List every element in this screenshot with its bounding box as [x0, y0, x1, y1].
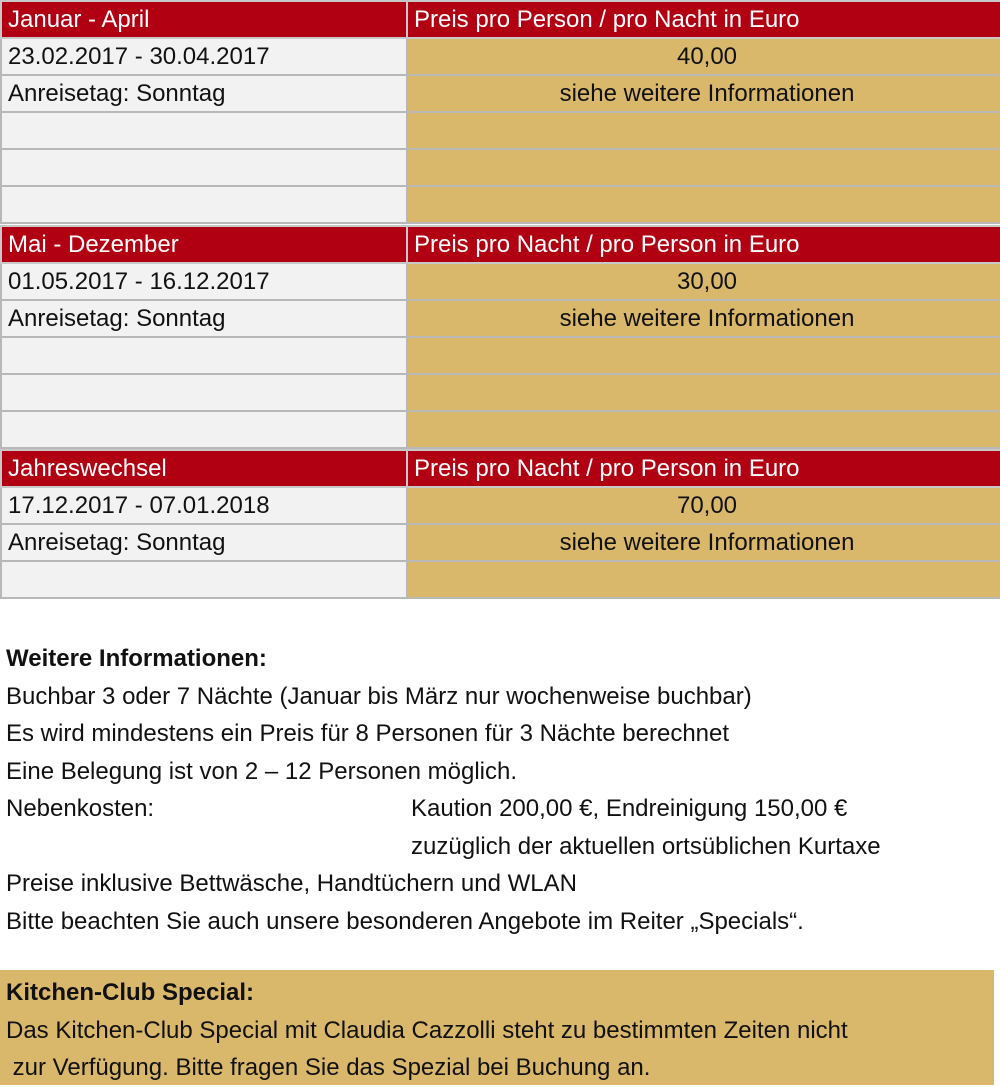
table-row — [1, 263, 1000, 300]
date-range: 01.05.2017 - 16.12.2017 — [1, 263, 407, 300]
table-row — [1, 300, 1000, 337]
additional-costs-label: Nebenkosten: — [6, 795, 155, 822]
price-table-january-april — [0, 0, 1000, 224]
table-row — [1, 38, 1000, 75]
price-column-header: Preis pro Nacht / pro Person in Euro — [407, 450, 1000, 487]
season-title: Jahreswechsel — [1, 450, 407, 487]
further-information — [6, 640, 996, 940]
additional-costs-tax: zuzüglich der aktuellen ortsüblichen Kurtaxe — [411, 832, 881, 860]
empty-cell — [407, 337, 1000, 374]
table-row — [1, 75, 1000, 112]
info-line-included: Preise inklusive Bettwäsche, Handtüchern und WLAN — [6, 870, 577, 897]
arrival-day: Anreisetag: Sonntag — [1, 300, 407, 337]
additional-costs — [6, 790, 996, 865]
empty-cell — [407, 411, 1000, 448]
info-line-occupancy: Eine Belegung ist von 2 – 12 Personen möglich. — [6, 757, 517, 785]
additional-costs-values — [411, 790, 881, 865]
season-title: Mai - Dezember — [1, 226, 407, 263]
info-line-booking: Buchbar 3 oder 7 Nächte (Januar bis März nur wochenweise buchbar) — [6, 682, 752, 710]
table-row — [1, 524, 1000, 561]
empty-row — [1, 337, 1000, 374]
empty-cell — [407, 112, 1000, 149]
price-column-header: Preis pro Person / pro Nacht in Euro — [407, 1, 1000, 38]
empty-cell — [1, 411, 407, 448]
table-header-row — [1, 1, 1000, 38]
price-column-header: Preis pro Nacht / pro Person in Euro — [407, 226, 1000, 263]
price-table-new-year — [0, 449, 1000, 599]
empty-row — [1, 112, 1000, 149]
additional-costs-deposit: Kaution 200,00 €, Endreinigung 150,00 € — [411, 795, 848, 822]
empty-cell — [407, 186, 1000, 223]
empty-cell — [1, 186, 407, 223]
empty-row — [1, 411, 1000, 448]
empty-cell — [407, 374, 1000, 411]
price-table-may-december — [0, 225, 1000, 449]
special-line-2: zur Verfügung. Bitte fragen Sie das Spezial bei Buchung an. — [6, 1054, 651, 1081]
empty-cell — [1, 337, 407, 374]
special-line-1: Das Kitchen-Club Special mit Claudia Cazzolli steht zu bestimmten Zeiten nicht — [6, 1016, 848, 1044]
empty-cell — [1, 561, 407, 598]
info-note: siehe weitere Informationen — [407, 75, 1000, 112]
price-value: 40,00 — [407, 38, 1000, 75]
empty-row — [1, 374, 1000, 411]
empty-row — [1, 561, 1000, 598]
date-range: 17.12.2017 - 07.01.2018 — [1, 487, 407, 524]
info-line-minimum-price: Es wird mindestens ein Preis für 8 Personen für 3 Nächte berechnet — [6, 720, 730, 747]
price-value: 30,00 — [407, 263, 1000, 300]
date-range: 23.02.2017 - 30.04.2017 — [1, 38, 407, 75]
info-note: siehe weitere Informationen — [407, 524, 1000, 561]
empty-cell — [407, 149, 1000, 186]
season-title: Januar - April — [1, 1, 407, 38]
special-heading: Kitchen-Club Special: — [6, 979, 255, 1006]
empty-cell — [407, 561, 1000, 598]
info-heading: Weitere Informationen: — [6, 645, 267, 672]
arrival-day: Anreisetag: Sonntag — [1, 524, 407, 561]
info-note: siehe weitere Informationen — [407, 300, 1000, 337]
kitchen-club-special — [0, 970, 994, 1085]
empty-row — [1, 186, 1000, 223]
info-line-specials: Bitte beachten Sie auch unsere besonderen Angebote im Reiter „Specials“. — [6, 907, 804, 935]
table-header-row — [1, 450, 1000, 487]
empty-cell — [1, 374, 407, 411]
empty-cell — [1, 112, 407, 149]
arrival-day: Anreisetag: Sonntag — [1, 75, 407, 112]
table-row — [1, 487, 1000, 524]
price-value: 70,00 — [407, 487, 1000, 524]
empty-cell — [1, 149, 407, 186]
empty-row — [1, 149, 1000, 186]
table-header-row — [1, 226, 1000, 263]
